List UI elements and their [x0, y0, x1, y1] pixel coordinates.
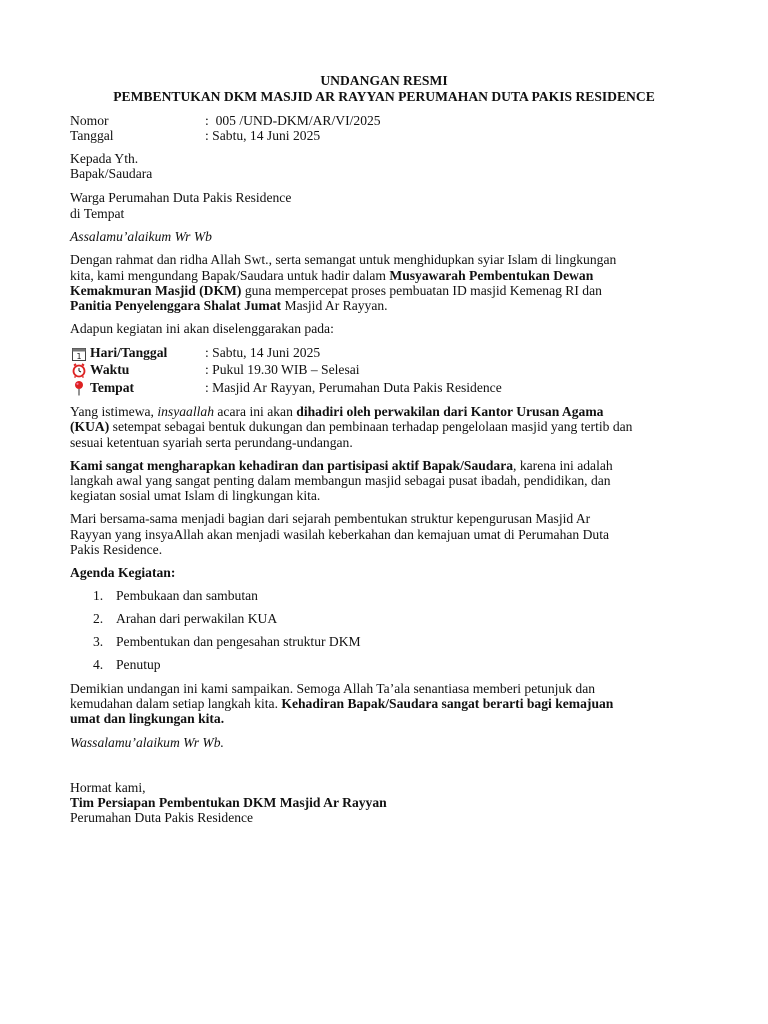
event-time-value: : Pukul 19.30 WIB – Selesai	[205, 362, 360, 377]
agenda-item: Pembentukan dan pengesahan struktur DKM	[116, 634, 361, 649]
closing-line-2: kemudahan dalam setiap langkah kita. Kehadiran Bapak/Saudara sangat berarti bagi kemajuan	[70, 696, 614, 711]
intro-emphasis-1: Musyawarah Pembentukan Dewan	[389, 268, 594, 283]
special-line-2: (KUA) setempat sebagai bentuk dukungan dan pembinaan terhadap pengelolaan masjid yang tertib dan	[70, 419, 633, 434]
nomor-value: : 005 /UND-DKM/AR/VI/2025	[205, 113, 381, 128]
intro-emphasis-3: Panitia Penyelenggara Shalat Jumat	[70, 298, 282, 313]
tanggal-label: Tanggal	[70, 128, 114, 143]
closing-emphasis-1: Kehadiran Bapak/Saudara sangat berarti bagi kemajuan	[281, 696, 614, 711]
special-emphasis-1: dihadiri oleh perwakilan dari Kantor Urusan Agama	[296, 404, 604, 419]
hope-line-1: Kami sangat mengharapkan kehadiran dan partisipasi aktif Bapak/Saudara, karena ini adalah	[70, 458, 613, 473]
calendar-icon	[71, 346, 87, 362]
letter-title: UNDANGAN RESMI	[320, 73, 448, 88]
mari-line-3: Pakis Residence.	[70, 542, 163, 557]
greeting: Assalamu’alaikum Wr Wb	[70, 229, 212, 244]
special-line-1: Yang istimewa, insyaallah acara ini akan dihadiri oleh perwakilan dari Kantor Urusan Agama	[70, 404, 604, 419]
alarm-clock-icon	[71, 362, 87, 378]
nomor-label: Nomor	[70, 113, 109, 128]
agenda-item-number: 4.	[93, 657, 104, 672]
agenda-item: Arahan dari perwakilan KUA	[116, 611, 278, 626]
signature-team: Tim Persiapan Pembentukan DKM Masjid Ar Rayyan	[70, 795, 387, 810]
agenda-title: Agenda Kegiatan:	[70, 565, 176, 580]
farewell: Wassalamu’alaikum Wr Wb.	[70, 735, 224, 750]
event-time-label: Waktu	[90, 362, 130, 377]
agenda-item: Penutup	[116, 657, 161, 672]
mari-line-1: Mari bersama-sama menjadi bagian dari sejarah pembentukan struktur kepengurusan Masjid Ar	[70, 511, 591, 526]
agenda-item-number: 1.	[93, 588, 104, 603]
intro-line-3: Kemakmuran Masjid (DKM) guna mempercepat proses pembuatan ID masjid Kemenag RI dan	[70, 283, 602, 298]
pushpin-icon	[71, 380, 87, 396]
agenda-item: Pembukaan dan sambutan	[116, 588, 258, 603]
recipient-line-3: Warga Perumahan Duta Pakis Residence	[70, 190, 292, 205]
hope-line-3: kegiatan sosial umat Islam di lingkungan kita.	[70, 488, 321, 503]
special-emphasis-2: (KUA)	[70, 419, 110, 434]
hope-emphasis: Kami sangat mengharapkan kehadiran dan partisipasi aktif Bapak/Saudara	[70, 458, 514, 473]
event-day-value: : Sabtu, 14 Juni 2025	[205, 345, 321, 360]
agenda-item-number: 3.	[93, 634, 104, 649]
special-line-3: sesuai ketentuan syariah serta perundang-undangan.	[70, 435, 353, 450]
recipient-line-2: Bapak/Saudara	[70, 166, 153, 181]
svg-text:1: 1	[76, 352, 82, 361]
agenda-item-number: 2.	[93, 611, 104, 626]
closing-line-1: Demikian undangan ini kami sampaikan. Semoga Allah Ta’ala senantiasa memberi petunjuk dan	[70, 681, 596, 696]
tanggal-value: : Sabtu, 14 Juni 2025	[205, 128, 321, 143]
event-day-label: Hari/Tanggal	[90, 345, 168, 360]
closing-line-3: umat dan lingkungan kita.	[70, 711, 225, 726]
signature-line-3: Perumahan Duta Pakis Residence	[70, 810, 254, 825]
adapun-line: Adapun kegiatan ini akan diselenggarakan pada:	[70, 321, 334, 336]
intro-line-1: Dengan rahmat dan ridha Allah Swt., serta semangat untuk menghidupkan syiar Islam di lingkungan	[70, 252, 617, 267]
intro-line-4: Panitia Penyelenggara Shalat Jumat Masjid Ar Rayyan.	[70, 298, 388, 313]
intro-emphasis-2: Kemakmuran Masjid (DKM)	[70, 283, 242, 298]
signature-line-1: Hormat kami,	[70, 780, 146, 795]
recipient-line-1: Kepada Yth.	[70, 151, 139, 166]
event-place-value: : Masjid Ar Rayyan, Perumahan Duta Pakis Residence	[205, 380, 502, 395]
letter-subtitle: PEMBENTUKAN DKM MASJID AR RAYYAN PERUMAHAN DUTA PAKIS RESIDENCE	[113, 89, 655, 104]
mari-line-2: Rayyan yang insyaAllah akan menjadi wasilah keberkahan dan kemajuan umat di Perumahan Duta	[70, 527, 610, 542]
intro-line-2: kita, kami mengundang Bapak/Saudara untuk hadir dalam Musyawarah Pembentukan Dewan	[70, 268, 594, 283]
event-place-label: Tempat	[90, 380, 135, 395]
recipient-line-4: di Tempat	[70, 206, 125, 221]
hope-line-2: langkah awal yang sangat penting dalam membangun masjid sebagai pusat ibadah, pendidikan, dan	[70, 473, 611, 488]
